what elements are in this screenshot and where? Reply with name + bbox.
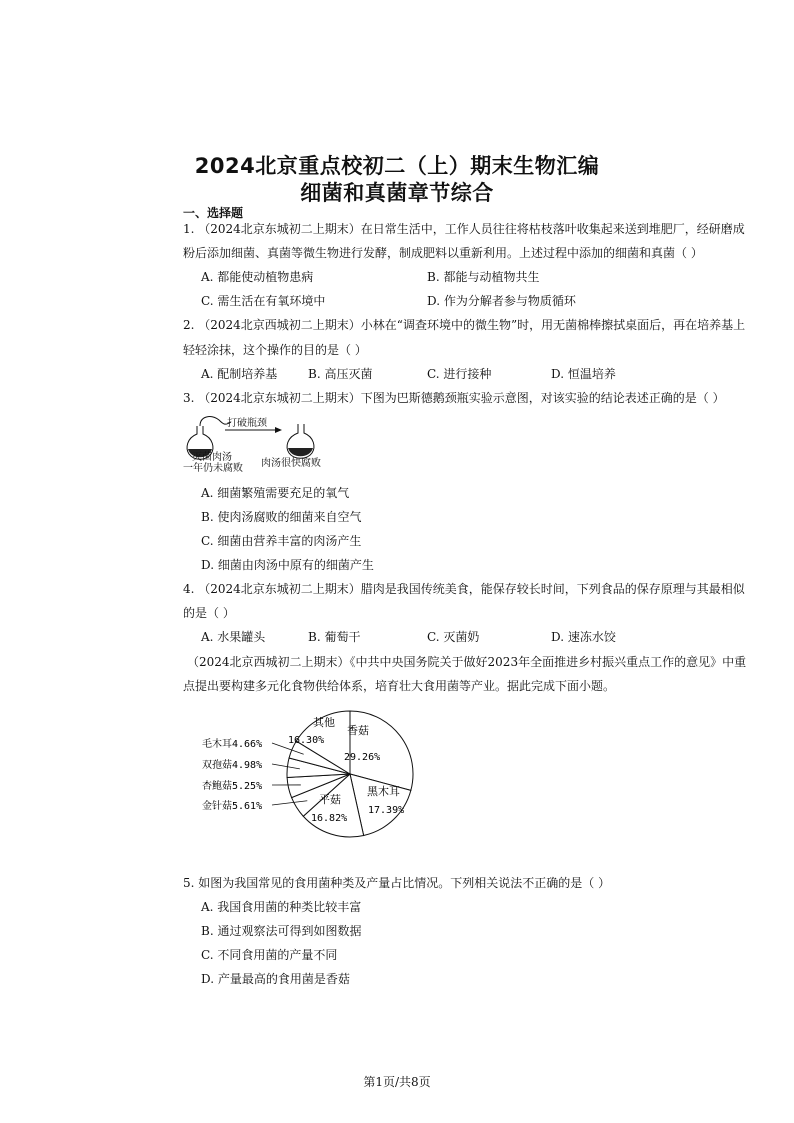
pie-label-毛木耳: 毛木耳4.66% [202, 739, 263, 750]
q5-option-c[interactable]: C. 不同食用菌的产量不同 [201, 948, 338, 962]
figure-right-label: 肉汤很快腐败 [261, 458, 321, 469]
right-flask-broth [288, 448, 313, 456]
q4-stem-line2: 的是（ ） [183, 606, 235, 620]
q1-option-a[interactable]: A. 都能使动植物患病 [201, 270, 314, 284]
mushroom-production-pie-chart [180, 700, 420, 850]
pie-label-name-香菇: 香菇 [347, 724, 369, 737]
q4-option-d[interactable]: D. 速冻水饺 [551, 630, 616, 644]
q3-option-b[interactable]: B. 使肉汤腐败的细菌来自空气 [201, 510, 362, 524]
q4-stem-line1: 4. （2024北京东城初二上期末）腊肉是我国传统美食，能保存较长时间，下列食品的保存原理与其最相似 [183, 582, 745, 596]
q2-option-d[interactable]: D. 恒温培养 [551, 367, 616, 381]
pie-label-name-黑木耳: 黑木耳 [367, 785, 400, 798]
q1-option-c[interactable]: C. 需生活在有氧环境中 [201, 294, 326, 308]
q2-option-b[interactable]: B. 高压灭菌 [308, 367, 373, 381]
pie-label-金针菇: 金针菇5.61% [202, 801, 263, 812]
q4-option-b[interactable]: B. 葡萄干 [308, 630, 361, 644]
section-heading: 一、选择题 [183, 206, 244, 220]
figure-left-label2: 一年仍未腐败 [183, 463, 243, 474]
q1-option-b[interactable]: B. 都能与动植物共生 [427, 270, 540, 284]
pie-label-value-黑木耳: 17.39% [368, 805, 405, 816]
page-title-line2: 细菌和真菌章节综合 [300, 181, 494, 205]
q2-option-c[interactable]: C. 进行接种 [427, 367, 492, 381]
q3-option-c[interactable]: C. 细菌由营养丰富的肉汤产生 [201, 534, 362, 548]
passage-line2: 点提出要构建多元化食物供给体系，培育壮大食用菌等产业。据此完成下面小题。 [183, 679, 616, 693]
q2-option-a[interactable]: A. 配制培养基 [201, 367, 278, 381]
q4-option-c[interactable]: C. 灭菌奶 [427, 630, 480, 644]
passage-line1: （2024北京西城初二上期末）《中共中央国务院关于做好2023年全面推进乡村振兴重点工作的意见》中重 [187, 655, 747, 669]
q3-option-d[interactable]: D. 细菌由肉汤中原有的细菌产生 [201, 558, 374, 572]
q1-stem-line2: 粉后添加细菌、真菌等微生物进行发酵，制成肥料以重新利用。上述过程中添加的细菌和真菌（ ） [183, 246, 703, 260]
pie-label-杏鲍菇: 杏鲍菇5.25% [202, 781, 263, 792]
q2-stem-line1: 2. （2024北京西城初二上期末）小林在“调查环境中的微生物”时，用无菌棉棒擦拭桌面后，再在培养基上 [183, 318, 746, 332]
q3-option-a[interactable]: A. 细菌繁殖需要充足的氧气 [201, 486, 350, 500]
q4-option-a[interactable]: A. 水果罐头 [201, 630, 266, 644]
q1-stem-line1: 1. （2024北京东城初二上期末）在日常生活中，工作人员往往将枯枝落叶收集起来送到堆肥厂，经研磨成 [183, 222, 745, 236]
pie-label-name-其他: 其他 [313, 716, 335, 729]
figure-left-label1: 灭菌肉汤 [192, 452, 232, 463]
pie-label-value-香菇: 29.26% [344, 752, 381, 763]
pie-label-双孢菇: 双孢菇4.98% [202, 760, 263, 771]
page-number-footer: 第1页/共8页 [363, 1075, 431, 1089]
q5-stem: 5. 如图为我国常见的食用菌种类及产量占比情况。下列相关说法不正确的是（ ） [183, 876, 611, 890]
q5-option-b[interactable]: B. 通过观察法可得到如图数据 [201, 924, 362, 938]
q5-option-a[interactable]: A. 我国食用菌的种类比较丰富 [201, 900, 362, 914]
q2-stem-line2: 轻轻涂抹，这个操作的目的是（ ） [183, 343, 367, 357]
q3-stem: 3. （2024北京东城初二上期末）下图为巴斯德鹅颈瓶实验示意图，对该实验的结论表述正确的是（ ） [183, 391, 725, 405]
page-title-line1: 2024北京重点校初二（上）期末生物汇编 [194, 154, 600, 178]
arrow-head [275, 427, 282, 433]
pie-label-name-平菇: 平菇 [319, 793, 341, 806]
pie-label-value-平菇: 16.82% [311, 813, 348, 824]
q5-option-d[interactable]: D. 产量最高的食用菌是香菇 [201, 972, 350, 986]
figure-arrow-label: 打破瓶颈 [227, 418, 267, 429]
q1-option-d[interactable]: D. 作为分解者参与物质循环 [427, 294, 576, 308]
pie-label-value-其他: 16.30% [288, 735, 325, 746]
